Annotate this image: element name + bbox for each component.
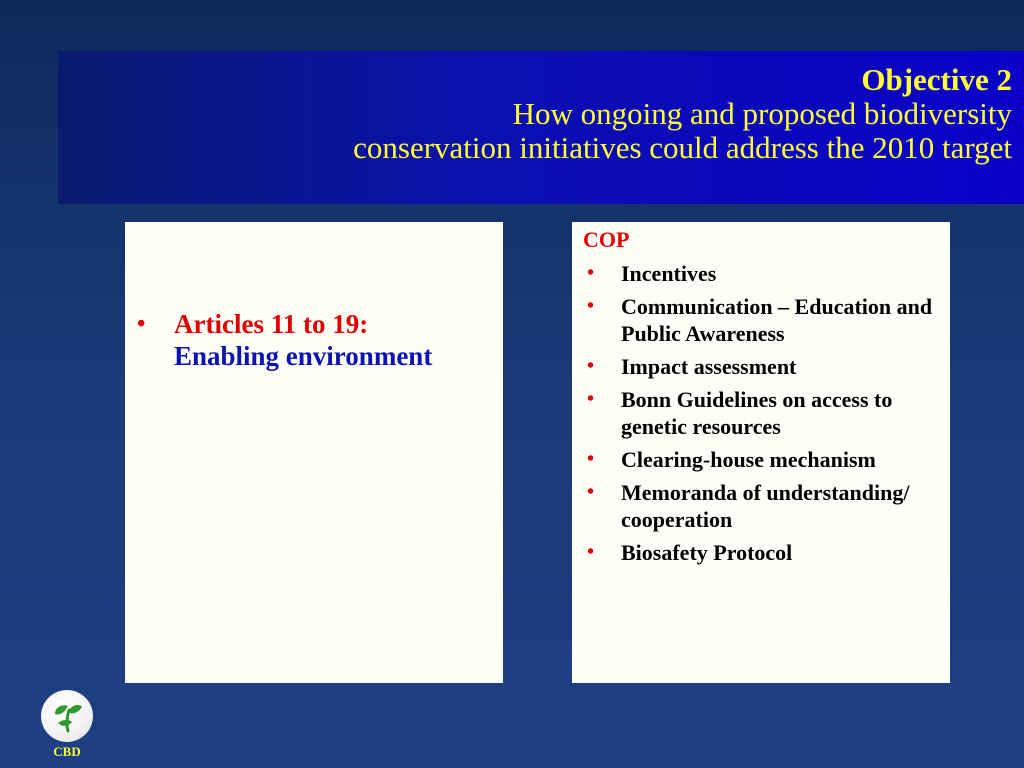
slide-subtitle-line-2: conservation initiatives could address the 2010 target [353,130,1012,165]
articles-label: Articles 11 to 19: [174,309,369,339]
bullet-icon: • [587,355,595,377]
list-item [572,446,944,473]
list-item [572,386,944,440]
list-item [572,293,944,347]
leaf-icon [41,690,93,742]
list-item-text: Bonn Guidelines on access to genetic resources [621,387,893,439]
bullet-icon: • [587,448,595,470]
list-item [572,260,944,287]
bullet-icon: • [137,311,146,337]
list-item-text: Biosafety Protocol [621,540,793,565]
list-item [572,539,944,566]
list-item-text: Incentives [621,261,717,286]
slide-subtitle-line-1: How ongoing and proposed biodiversity [512,96,1012,131]
bullet-icon: • [587,388,595,410]
list-item-text: Communication – Education and Public Awareness [621,294,933,346]
list-item [572,353,944,380]
cop-item-list [572,260,944,572]
list-item-text: Impact assessment [621,354,797,379]
cbd-label: CBD [53,744,81,759]
cop-heading: COP [583,227,630,252]
bullet-icon: • [587,295,595,317]
title-banner [58,51,1024,204]
bullet-icon: • [587,481,595,503]
list-item-text: Memoranda of understanding/ cooperation [621,480,910,532]
list-item [572,479,944,533]
slide-title: Objective 2 [861,62,1012,97]
bullet-icon: • [587,541,595,563]
right-panel [572,222,950,683]
cbd-leaf-logo-icon [41,690,93,742]
left-panel [125,222,503,683]
left-item-text [174,308,487,372]
enabling-environment-label: Enabling environment [174,341,433,371]
left-bullet-item [137,308,487,372]
list-item-text: Clearing-house mechanism [621,447,876,472]
bullet-icon: • [587,262,595,284]
